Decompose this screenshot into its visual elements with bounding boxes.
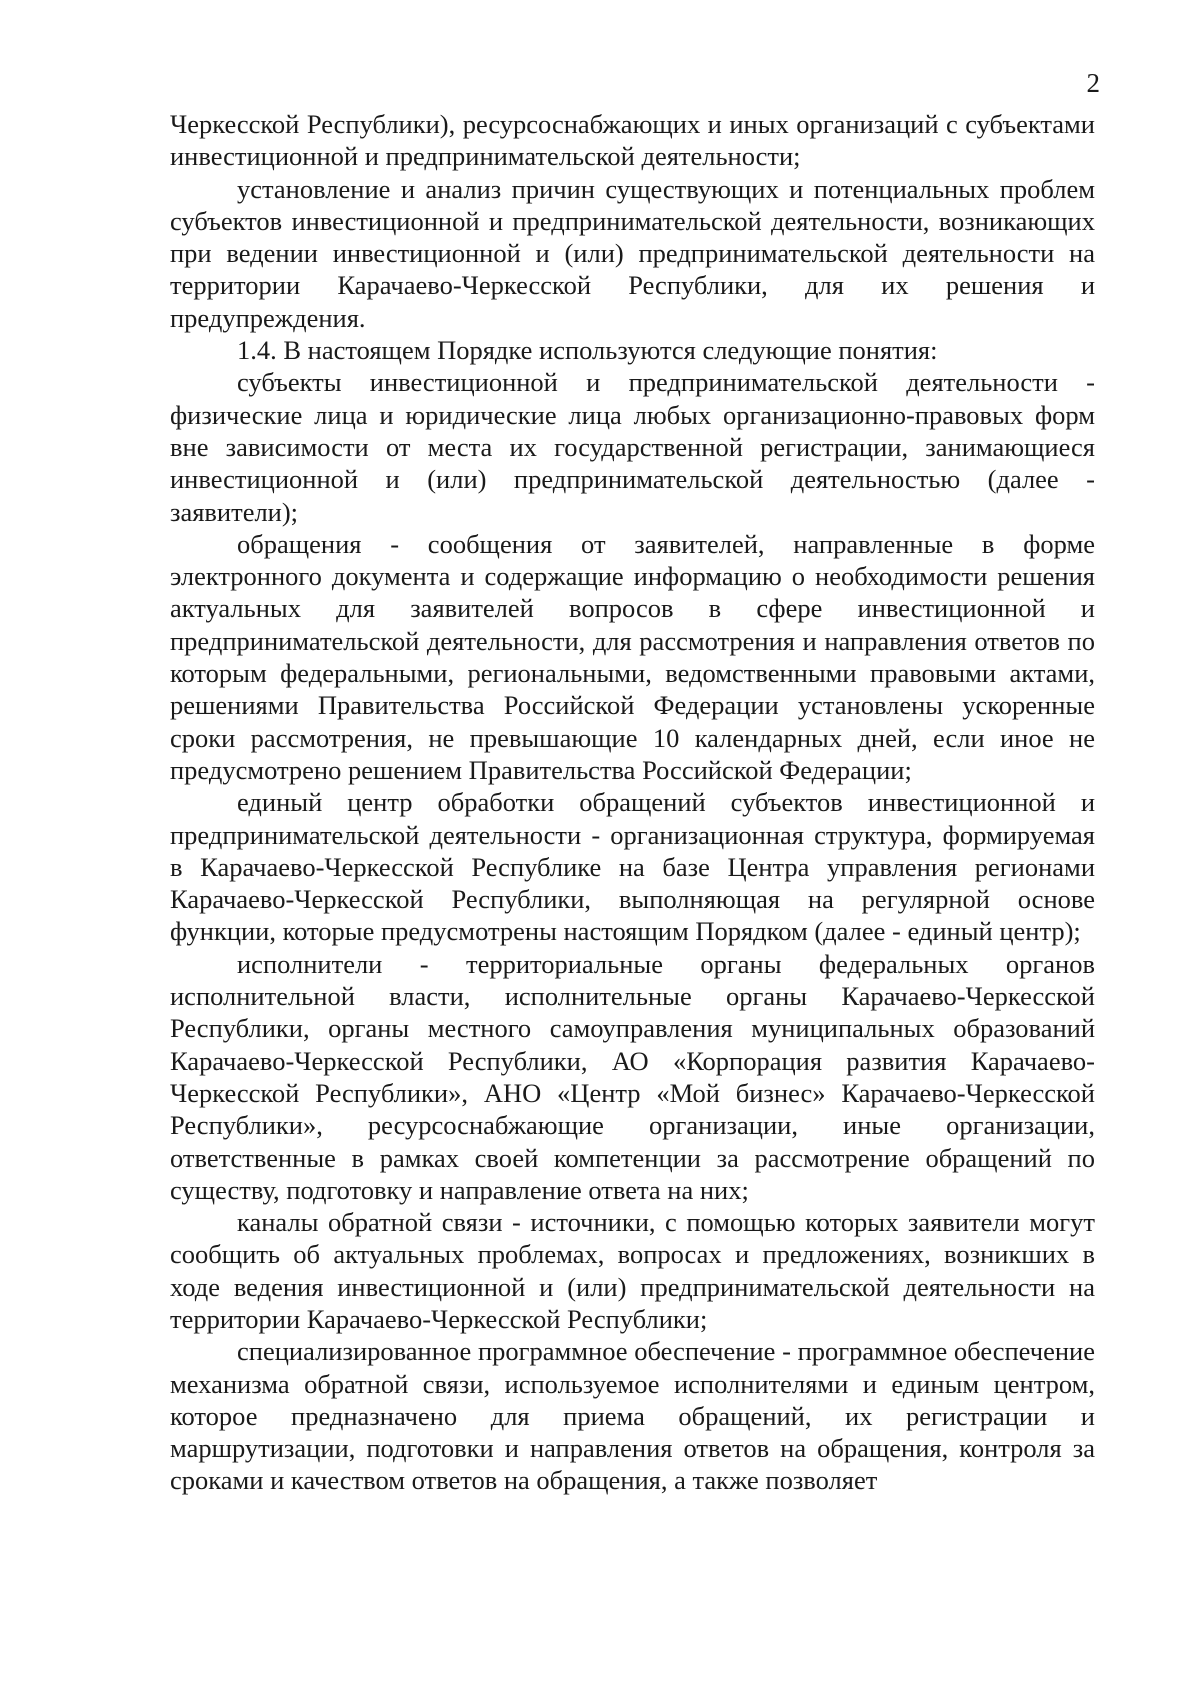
paragraph-definition-appeals: обращения - сообщения от заявителей, направленные в форме электронного документа и содержащие информацию о необходимости решения актуальных для заявителей вопросов в сфере инвестиционной и предпринимательской деятельности, для рассмотрения и направления ответов по которым федеральными, региональными, ведомственными правовыми актами, решениями Правительства Российской Федерации установлены ускоренные сроки рассмотрения, не превышающие 10 календарных дней, если иное не предусмотрено решением Правительства Российской Федерации; bbox=[170, 528, 1095, 785]
paragraph-definition-feedback-channels: каналы обратной связи - источники, с помощью которых заявители могут сообщить об актуальных проблемах, вопросах и предложениях, возникших в ходе ведения инвестиционной и (или) предпринимательской деятельности на территории Карачаево-Черкесской Республики; bbox=[170, 1207, 1095, 1334]
paragraph-definition-executors: исполнители - территориальные органы федеральных органов исполнительной власти, исполнительные органы Карачаево-Черкесской Республики, органы местного самоуправления муниципальных образований Карачаево-Черкесской Республики, АО «Корпорация развития Карачаево-Черкесской Республики», АНО «Центр «Мой бизнес» Карачаево-Черкесской Республики», ресурсоснабжающие организации, иные организации, ответственные в рамках своей компетенции за рассмотрение обращений по существу, подготовку и направление ответа на них; bbox=[170, 948, 1095, 1205]
paragraph-continuation: Черкесской Республики), ресурсоснабжающих и иных организаций с субъектами инвестиционной и предпринимательской деятельности; bbox=[170, 109, 1095, 172]
paragraph-definition-software: специализированное программное обеспечение - программное обеспечение механизма обратной связи, используемое исполнителями и единым центром, которое предназначено для приема обращений, их регистрации и маршрутизации, подготовки и направления ответов на обращения, контроля за сроками и качеством ответов на обращения, а также позволяет bbox=[170, 1336, 1095, 1496]
document-body bbox=[170, 108, 1095, 1497]
paragraph-section-1-4: 1.4. В настоящем Порядке используются следующие понятия: bbox=[237, 335, 938, 366]
paragraph-problem-analysis: установление и анализ причин существующих и потенциальных проблем субъектов инвестиционной и предпринимательской деятельности, возникающих при ведении инвестиционной и (или) предпринимательской деятельности на территории Карачаево-Черкесской Республики, для их решения и предупреждения. bbox=[170, 173, 1095, 333]
paragraph-definition-subjects: субъекты инвестиционной и предпринимательской деятельности - физические лица и юридические лица любых организационно-правовых форм вне зависимости от места их государственной регистрации, занимающиеся инвестиционной и (или) предпринимательской деятельностью (далее - заявители); bbox=[170, 367, 1095, 527]
paragraph-definition-unified-center: единый центр обработки обращений субъектов инвестиционной и предпринимательской деятельности - организационная структура, формируемая в Карачаево-Черкесской Республике на базе Центра управления регионами Карачаево-Черкесской Республики, выполняющая на регулярной основе функции, которые предусмотрены настоящим Порядком (далее - единый центр); bbox=[170, 787, 1095, 947]
page-number: 2 bbox=[1086, 68, 1100, 98]
